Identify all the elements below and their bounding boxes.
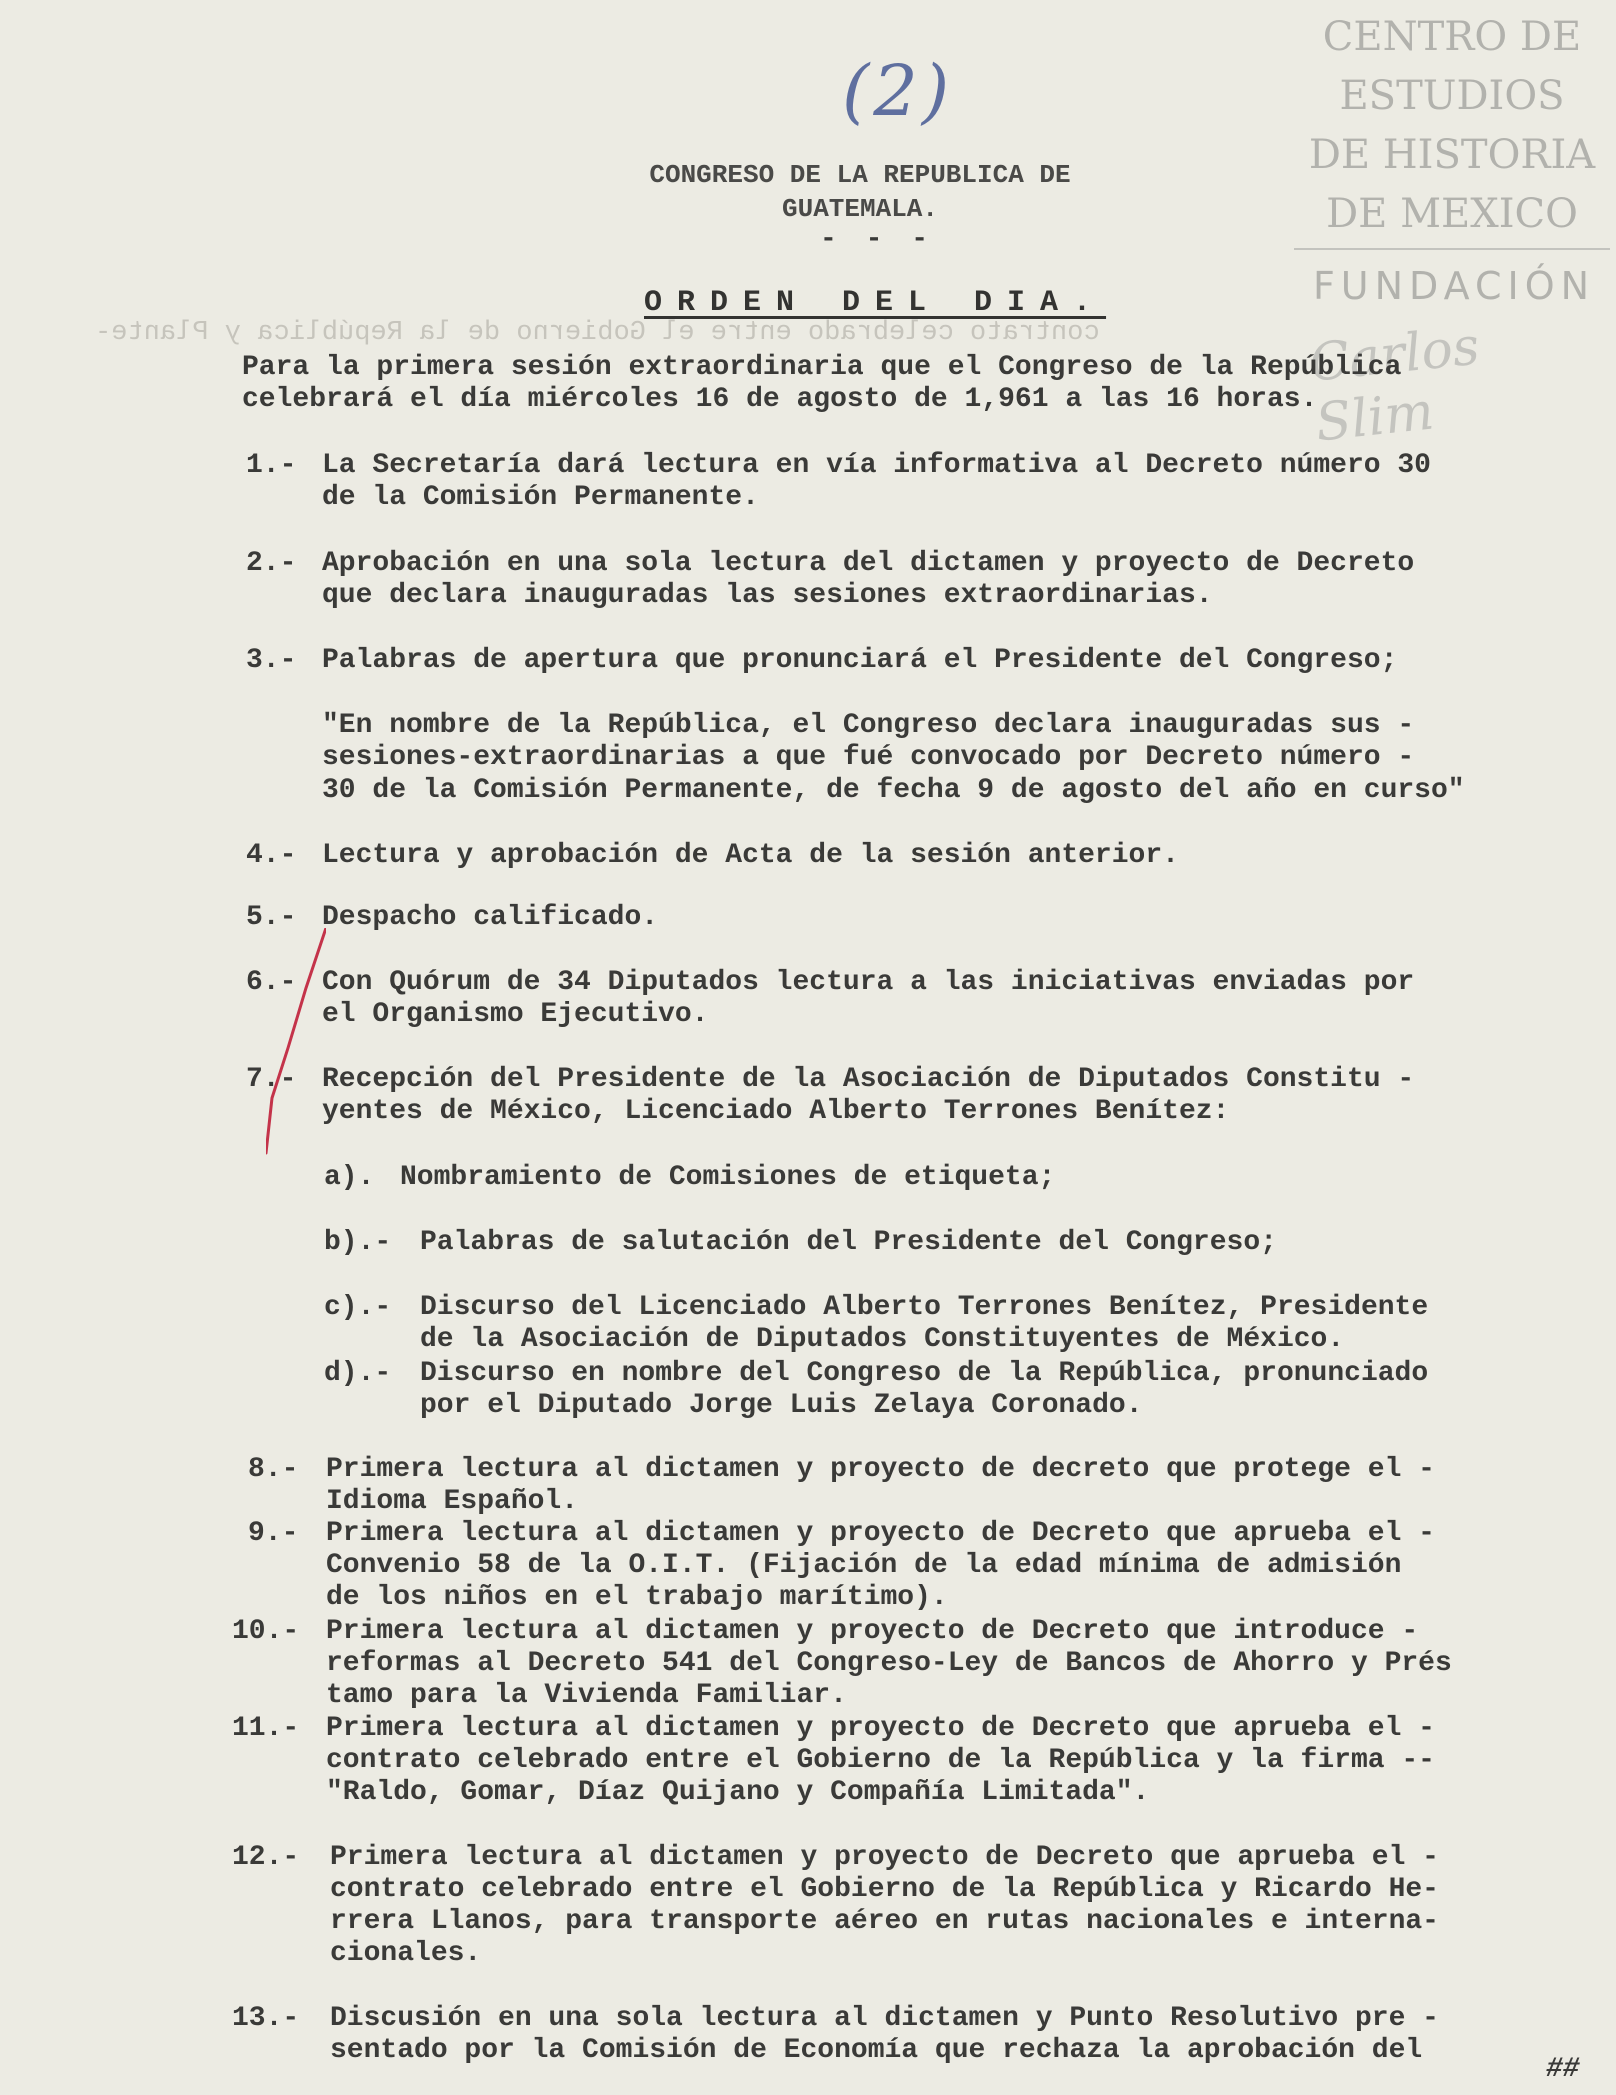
item-line: Lectura y aprobación de Acta de la sesión anterior. (322, 840, 1179, 871)
item-line: de la Comisión Permanente. (322, 482, 759, 513)
organization-heading (560, 158, 1160, 226)
stamp-divider (1294, 248, 1610, 250)
item-line: Primera lectura al dictamen y proyecto de Decreto que aprueba el - (330, 1842, 1439, 1873)
item-line: Palabras de apertura que pronunciará el Presidente del Congreso; (322, 645, 1398, 676)
item-line: Primera lectura al dictamen y proyecto de Decreto que aprueba el - (326, 1713, 1435, 1744)
document-title: ORDEN DEL DIA. (644, 286, 1107, 320)
organization-line: GUATEMALA. (781, 194, 939, 224)
item-line: de la Asociación de Diputados Constituyentes de México. (420, 1324, 1345, 1355)
item-number: b).- (324, 1227, 392, 1258)
foundation-label: FUNDACIÓN (1312, 264, 1596, 308)
item-line: Primera lectura al dictamen y proyecto de decreto que protege el - (326, 1454, 1435, 1485)
item-line: de los niños en el trabajo marítimo). (326, 1582, 948, 1613)
item-line: "En nombre de la República, el Congreso declara inauguradas sus - (322, 710, 1415, 741)
item-line: sesiones-extraordinarias a que fué convocado por Decreto número - (322, 742, 1415, 773)
intro-paragraph (242, 352, 1401, 416)
item-line: yentes de México, Licenciado Alberto Terrones Benítez: (322, 1096, 1230, 1127)
item-number: 13.- (232, 2003, 300, 2034)
item-number: 11.- (232, 1713, 300, 1744)
item-number: 6.- (246, 967, 297, 998)
item-number: 5.- (246, 902, 297, 933)
item-number: d).- (324, 1358, 392, 1389)
heading-separator: - - - (820, 224, 935, 255)
red-check-mark (266, 928, 326, 1158)
item-number: 2.- (246, 548, 297, 579)
stamp-line: ESTUDIOS (1339, 73, 1565, 119)
item-number: 3.- (246, 645, 297, 676)
item-line: "Raldo, Gomar, Díaz Quijano y Compañía Limitada". (326, 1777, 1150, 1808)
item-line: Despacho calificado. (322, 902, 659, 933)
item-number: a). (324, 1162, 375, 1193)
item-line: Nombramiento de Comisiones de etiqueta; (400, 1162, 1056, 1193)
item-line: Convenio 58 de la O.I.T. (Fijación de la edad mínima de admisión (326, 1550, 1402, 1581)
intro-line: Para la primera sesión extraordinaria que el Congreso de la República (242, 352, 1402, 383)
item-number: 8.- (248, 1454, 299, 1485)
item-line: reformas al Decreto 541 del Congreso-Ley de Bancos de Ahorro y Prés (326, 1648, 1452, 1679)
item-line: Con Quórum de 34 Diputados lectura a las iniciativas enviadas por (322, 967, 1415, 998)
item-line: Primera lectura al dictamen y proyecto de Decreto que aprueba el - (326, 1518, 1435, 1549)
stamp-line: DE HISTORIA (1308, 132, 1596, 178)
item-number: c).- (324, 1292, 392, 1323)
stamp-line: DE MEXICO (1326, 191, 1578, 237)
item-line: contrato celebrado entre el Gobierno de la República y Ricardo He- (330, 1874, 1439, 1905)
item-line: Palabras de salutación del Presidente del Congreso; (420, 1227, 1277, 1258)
organization-line: CONGRESO DE LA REPUBLICA DE (649, 160, 1071, 190)
item-number: 10.- (232, 1616, 300, 1647)
item-line: Primera lectura al dictamen y proyecto de Decreto que introduce - (326, 1616, 1419, 1647)
stamp-line: CENTRO DE (1322, 14, 1582, 60)
item-line: Discusión en una sola lectura al dictamen y Punto Resolutivo pre - (330, 2003, 1439, 2034)
bleed-through-text: contrato celebrado entre el Gobierno de la República y Plante- (95, 318, 1100, 348)
corner-mark: ## (1546, 2054, 1580, 2085)
item-line: rrera Llanos, para transporte aéreo en rutas nacionales e interna- (330, 1906, 1439, 1937)
item-number: 7.- (246, 1064, 297, 1095)
item-line: Discurso del Licenciado Alberto Terrones Benítez, Presidente (420, 1292, 1429, 1323)
item-line: cionales. (330, 1938, 482, 1969)
item-line: tamo para la Vivienda Familiar. (326, 1680, 847, 1711)
item-line: Recepción del Presidente de la Asociación de Diputados Constitu - (322, 1064, 1415, 1095)
item-number: 1.- (246, 450, 297, 481)
item-line: sentado por la Comisión de Economía que rechaza la aprobación del (330, 2035, 1423, 2066)
item-line: que declara inauguradas las sesiones extraordinarias. (322, 580, 1213, 611)
item-line: por el Diputado Jorge Luis Zelaya Coronado. (420, 1390, 1143, 1421)
item-line: contrato celebrado entre el Gobierno de la República y la firma -- (326, 1745, 1435, 1776)
item-line: el Organismo Ejecutivo. (322, 999, 709, 1030)
item-number: 12.- (232, 1842, 300, 1873)
item-line: Idioma Español. (326, 1486, 579, 1517)
intro-line: celebrará el día miércoles 16 de agosto de 1,961 a las 16 horas. (242, 384, 1318, 415)
item-line: La Secretaría dará lectura en vía informativa al Decreto número 30 (322, 450, 1431, 481)
item-line: 30 de la Comisión Permanente, de fecha 9 de agosto del año en curso" (322, 775, 1465, 806)
item-number: 4.- (246, 840, 297, 871)
item-line: Discurso en nombre del Congreso de la República, pronunciado (420, 1358, 1429, 1389)
item-number: 9.- (248, 1518, 299, 1549)
signature: Carlos Slim (1306, 316, 1483, 454)
item-line: Aprobación en una sola lectura del dictamen y proyecto de Decreto (322, 548, 1415, 579)
archive-stamp (1294, 8, 1610, 244)
handwritten-page-number: (2) (842, 50, 954, 132)
